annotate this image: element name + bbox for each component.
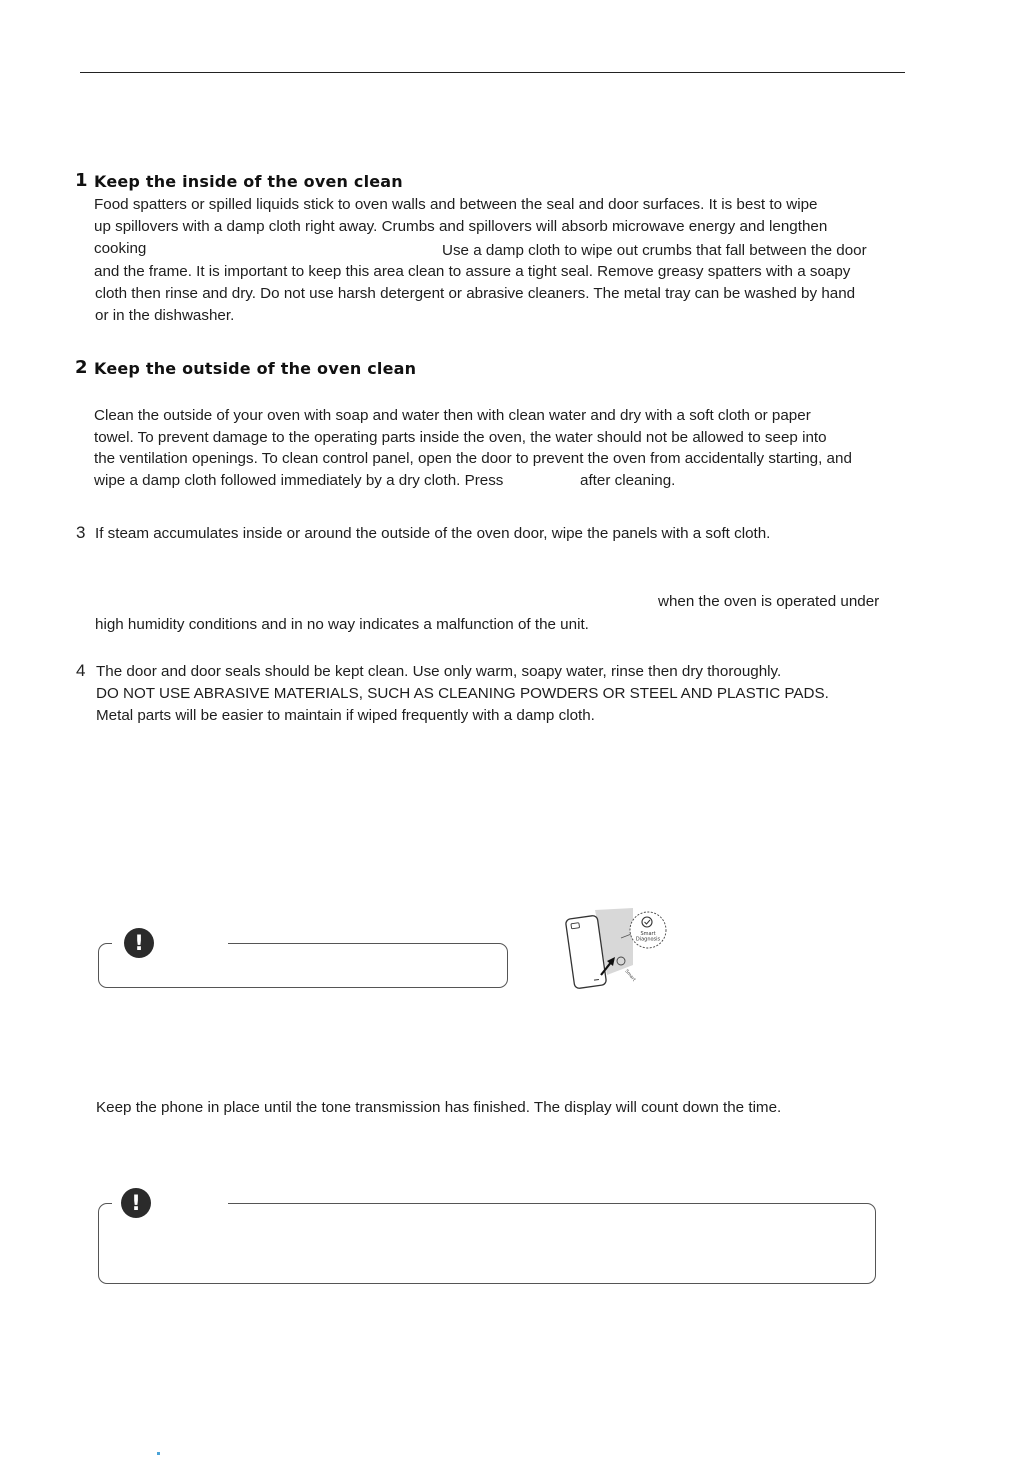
phone-illustration	[555, 905, 670, 990]
section-3-line: high humidity conditions and in no way indicates a malfunction of the unit.	[95, 616, 589, 633]
bubble-label-2: Diagnosis	[635, 936, 661, 943]
section-4-line: Metal parts will be easier to maintain if wiped frequently with a damp cloth.	[96, 707, 595, 724]
section-3-number: 3	[76, 523, 86, 542]
section-4-number: 4	[76, 661, 86, 680]
section-2-heading: Keep the outside of the oven clean	[94, 359, 417, 378]
note-box	[98, 943, 508, 988]
section-1-line: Food spatters or spilled liquids stick to oven walls and between the seal and door surfaces. It is best to wipe	[94, 196, 818, 213]
section-1-line: or in the dishwasher.	[95, 307, 235, 324]
note-icon: !	[124, 928, 154, 958]
section-1-line: cloth then rinse and dry. Do not use harsh detergent or abrasive cleaners. The metal tray can be washed by hand	[95, 285, 856, 302]
instruction-text: Keep the phone in place until the tone transmission has finished. The display will count down the time.	[96, 1099, 782, 1116]
header-rule	[80, 72, 905, 73]
bubble-label-1: Smart	[640, 931, 656, 937]
section-1-number: 1	[75, 170, 88, 191]
note-box	[98, 1203, 876, 1284]
section-2-line: towel. To prevent damage to the operating parts inside the oven, the water should not be allowed to seep into	[94, 429, 827, 446]
section-2-line: wipe a damp cloth followed immediately by a dry cloth. Press	[94, 472, 504, 489]
section-3-line: If steam accumulates inside or around the outside of the oven door, wipe the panels with a soft cloth.	[95, 525, 771, 542]
section-3-line: when the oven is operated under	[658, 593, 880, 610]
smart-diagnosis-bubble	[630, 912, 666, 948]
section-1-line: Use a damp cloth to wipe out crumbs that fall between the door	[442, 242, 867, 259]
svg-text:Smart: Smart	[623, 969, 637, 983]
section-1-heading: Keep the inside of the oven clean	[94, 172, 403, 191]
section-1-line: cooking	[94, 240, 147, 257]
section-2-line: Clean the outside of your oven with soap and water then with clean water and dry with a soft cloth or paper	[94, 407, 811, 424]
section-2-line: after cleaning.	[580, 472, 676, 489]
section-1-line: and the frame. It is important to keep this area clean to assure a tight seal. Remove greasy spatters with a soapy	[94, 263, 851, 280]
page-bottom	[0, 1452, 1031, 1457]
section-2-number: 2	[75, 357, 88, 378]
section-4-line: The door and door seals should be kept clean. Use only warm, soapy water, rinse then dry thoroughly.	[96, 663, 782, 680]
section-2-line: the ventilation openings. To clean control panel, open the door to prevent the oven from accidentally starting, and	[94, 450, 852, 467]
section-4-line: DO NOT USE ABRASIVE MATERIALS, SUCH AS CLEANING POWDERS OR STEEL AND PLASTIC PADS.	[96, 685, 829, 702]
page-tick	[157, 1452, 160, 1455]
note-icon: !	[121, 1188, 151, 1218]
section-1-line: up spillovers with a damp cloth right away. Crumbs and spillovers will absorb microwave energy and lengthen	[94, 218, 828, 235]
